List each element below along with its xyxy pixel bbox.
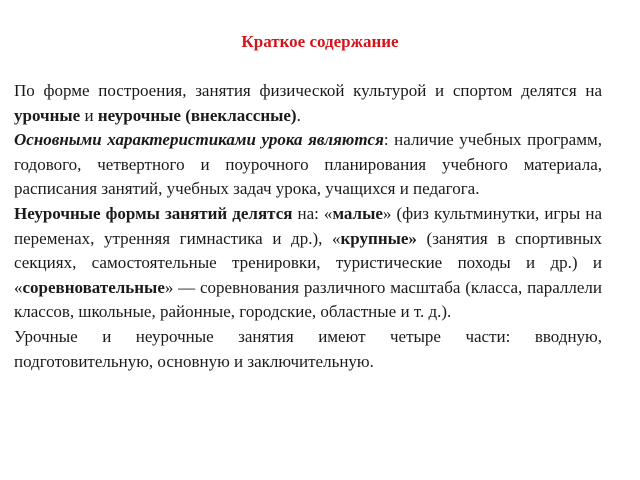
bold-heading: Неурочные формы занятий делятся [14, 203, 293, 223]
paragraph-lesson-parts [14, 325, 602, 374]
paragraph-lesson-characteristics [14, 128, 602, 202]
slide-title: Краткое содержание [241, 32, 399, 51]
bold-term-competitive: соревновательные [22, 277, 165, 297]
bold-term-lesson: урочные [14, 105, 81, 125]
text-run: на: « [292, 203, 333, 223]
bold-term-small: малые [332, 203, 383, 223]
text-run: Урочные и неурочные занятия имеют четыре части: вводную, подготовительную, основную и заключительную. [14, 326, 602, 371]
paragraph-forms [14, 79, 602, 128]
text-run: По форме построения, занятия физической культурой и спортом делятся на [14, 81, 602, 100]
text-run: : наличие учебных программ, годового, четвертного и поурочного планирования учебного материала, расписания занятий, учебных задач урока, учащихся и педагога. [14, 130, 602, 199]
paragraph-extracurricular-forms [14, 202, 602, 325]
text-run: » (физ культминутки, игры на переменах, утренняя гимнастика и др.), « [14, 203, 602, 248]
text-run: . [296, 105, 301, 125]
text-run: » — соревнования различного масштаба (класса, параллели классов, школьные, районные, городские, областные и т. д.). [14, 277, 602, 322]
bold-term-large: крупные» [340, 228, 417, 248]
bold-term-extracurricular: неурочные (внеклассные) [97, 105, 297, 125]
bold-italic-heading: Основными характеристиками урока являются [14, 130, 384, 150]
slide-body [14, 79, 602, 374]
text-run: (занятия в спортивных секциях, самостоятельные тренировки, туристические походы и др.) и « [14, 228, 602, 297]
text-run: и [80, 105, 98, 125]
